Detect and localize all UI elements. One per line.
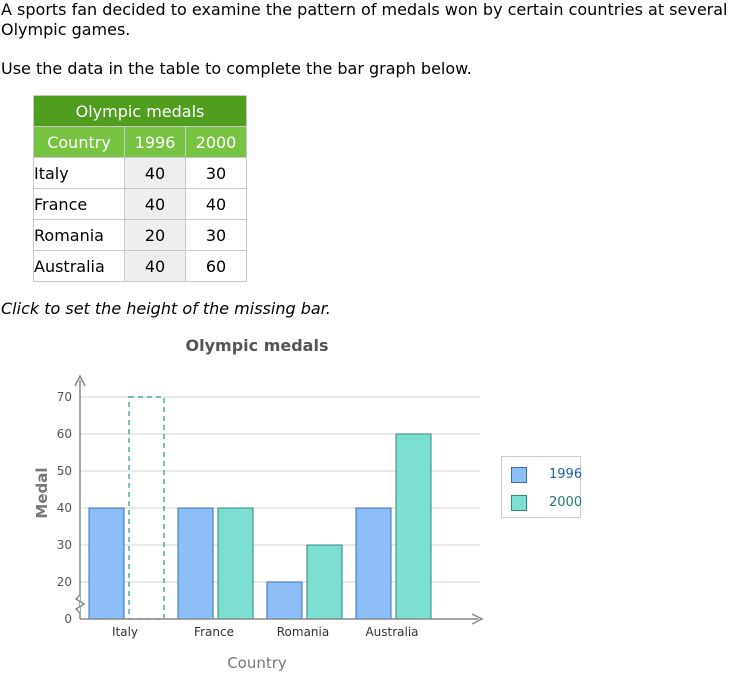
table-cell-2000: 30 [186,220,247,251]
table-cell-2000: 40 [186,189,247,220]
chart-title: Olympic medals [185,336,329,355]
table-cell-1996: 20 [125,220,186,251]
bar-1996-italy [89,508,124,619]
click-prompt: Click to set the height of the missing bar. [1,299,331,318]
table-cell-country: Romania [34,220,125,251]
table-title: Olympic medals [34,96,247,127]
table-row [34,251,247,282]
bar-2000-france [218,508,253,619]
table-cell-country: France [34,189,125,220]
y-tick-labels [57,390,72,626]
y-tick-label: 60 [56,427,72,441]
table-header-1996: 1996 [125,127,186,158]
x-tick-label: Romania [276,625,330,639]
bar-1996-romania [267,582,302,619]
bar-1996-australia [356,508,391,619]
table-cell-2000: 60 [186,251,247,282]
y-tick-label: 70 [56,390,72,404]
bar-1996-france [178,508,213,619]
table-cell-country: Australia [34,251,125,282]
y-tick-label: 50 [56,464,72,478]
y-axis-label: Medal [33,467,51,519]
y-tick-label: 0 [64,612,72,626]
y-tick-label: 40 [56,501,72,515]
intro-text: A sports fan decided to examine the pattern of medals won by certain countries at several Olympic games. [1,0,728,39]
x-tick-label: France [194,625,234,639]
medals-table [33,95,247,282]
x-axis-label: Country [227,654,287,672]
x-tick-label: Australia [365,625,419,639]
instruction-text: Use the data in the table to complete the bar graph below. [1,59,472,78]
y-tick-label: 20 [56,575,72,589]
table-cell-1996: 40 [125,158,186,189]
bar-2000-romania [307,545,342,619]
table-row [34,189,247,220]
table-header-country: Country [34,127,125,158]
axis-break [76,595,84,613]
bar-chart[interactable] [0,325,500,673]
table-row [34,220,247,251]
table-cell-2000: 30 [186,158,247,189]
legend-swatch-1996 [511,467,527,483]
table-cell-1996: 40 [125,251,186,282]
table-cell-country: Italy [34,158,125,189]
table-header-2000: 2000 [186,127,247,158]
table-row [34,158,247,189]
bar-2000-australia [396,434,431,619]
x-tick-label: Italy [111,625,139,639]
legend-label-1996: 1996 [549,467,583,482]
legend-swatch-2000 [511,495,527,511]
x-tick-labels [112,625,419,639]
legend-label-2000: 2000 [549,495,583,510]
chart-legend [501,456,581,518]
table-cell-1996: 40 [125,189,186,220]
y-tick-label: 30 [56,538,72,552]
